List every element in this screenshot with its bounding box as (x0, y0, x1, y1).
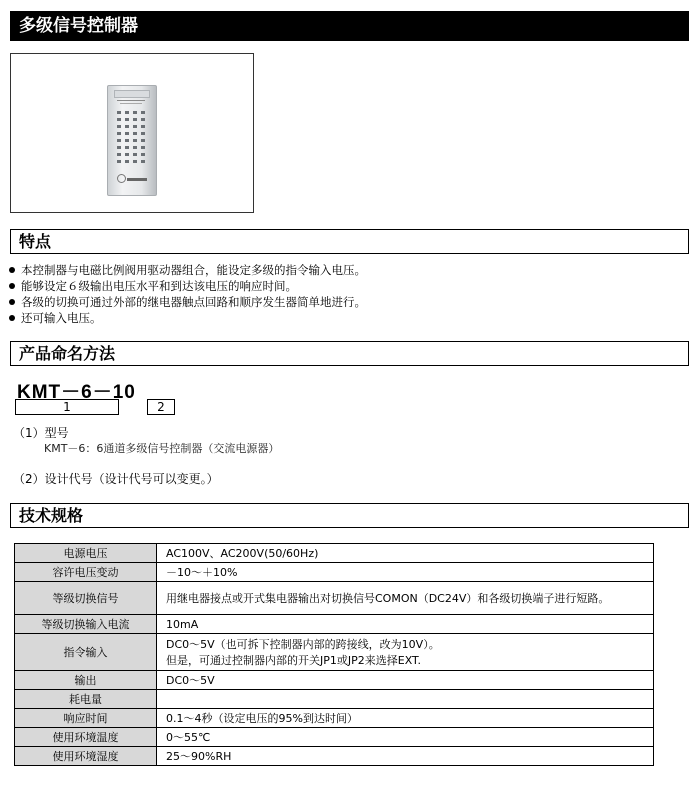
table-row (15, 563, 654, 582)
design-code-title: （2）设计代号（设计代号可以变更。） (13, 472, 219, 486)
page-title: 多级信号控制器 (10, 11, 689, 41)
spec-value: 10mA (157, 615, 654, 634)
spec-value: DC0～5V（也可拆下控制器内部的跨接线，改为10V）。 但是，可通过控制器内部的开关JP1或JP2来选择EXT. (157, 634, 654, 671)
table-row (15, 671, 654, 690)
bullet-icon (9, 267, 15, 273)
table-row (15, 690, 654, 709)
spec-table (14, 543, 654, 766)
spec-value: 0.1～4秒（设定电压的95%到达时间） (157, 709, 654, 728)
list-item: 各级的切换可通过外部的继电器触点回路和顺序发生器简单地进行。 (9, 294, 366, 310)
table-row (15, 582, 654, 615)
list-item: 能够设定６级输出电压水平和到达该电压的响应时间。 (9, 278, 366, 294)
spec-value: 0～55℃ (157, 728, 654, 747)
spec-label: 使用环境温度 (15, 728, 157, 747)
spec-label: 响应时间 (15, 709, 157, 728)
table-row (15, 709, 654, 728)
spec-label: 等级切换输入电流 (15, 615, 157, 634)
spec-value: DC0～5V (157, 671, 654, 690)
code-part-2-box: 2 (147, 399, 175, 415)
spec-label: 容许电压变动 (15, 563, 157, 582)
spec-value: 25～90%RH (157, 747, 654, 766)
list-item: 本控制器与电磁比例阀用驱动器组合，能设定多级的指令输入电压。 (9, 262, 366, 278)
model-type-title: （1）型号 (13, 426, 69, 440)
model-code: KMT－6－10 (17, 382, 136, 403)
table-row (15, 544, 654, 563)
product-photo (10, 53, 254, 213)
bullet-icon (9, 283, 15, 289)
model-type-description: KMT－6：6通道多级信号控制器（交流电源器） (44, 442, 280, 455)
spec-label: 等级切换信号 (15, 582, 157, 615)
bullet-icon (9, 315, 15, 321)
spec-label: 使用环境湿度 (15, 747, 157, 766)
naming-heading: 产品命名方法 (10, 341, 689, 366)
controller-device-image (107, 85, 157, 196)
table-row (15, 747, 654, 766)
features-list (9, 262, 366, 326)
spec-value: 用继电器接点或开式集电器输出对切换信号COMON（DC24V）和各级切换端子进行短路。 (157, 582, 654, 615)
list-item: 还可输入电压。 (9, 310, 366, 326)
spec-value: －10～＋10% (157, 563, 654, 582)
features-heading: 特点 (10, 229, 689, 254)
bullet-icon (9, 299, 15, 305)
spec-value: AC100V、AC200V(50/60Hz) (157, 544, 654, 563)
specs-heading: 技术规格 (10, 503, 689, 528)
spec-label: 输出 (15, 671, 157, 690)
spec-value (157, 690, 654, 709)
spec-label: 电源电压 (15, 544, 157, 563)
table-row (15, 728, 654, 747)
table-row (15, 634, 654, 671)
table-row (15, 615, 654, 634)
spec-label: 耗电量 (15, 690, 157, 709)
spec-label: 指令输入 (15, 634, 157, 671)
code-part-1-box: 1 (15, 399, 119, 415)
